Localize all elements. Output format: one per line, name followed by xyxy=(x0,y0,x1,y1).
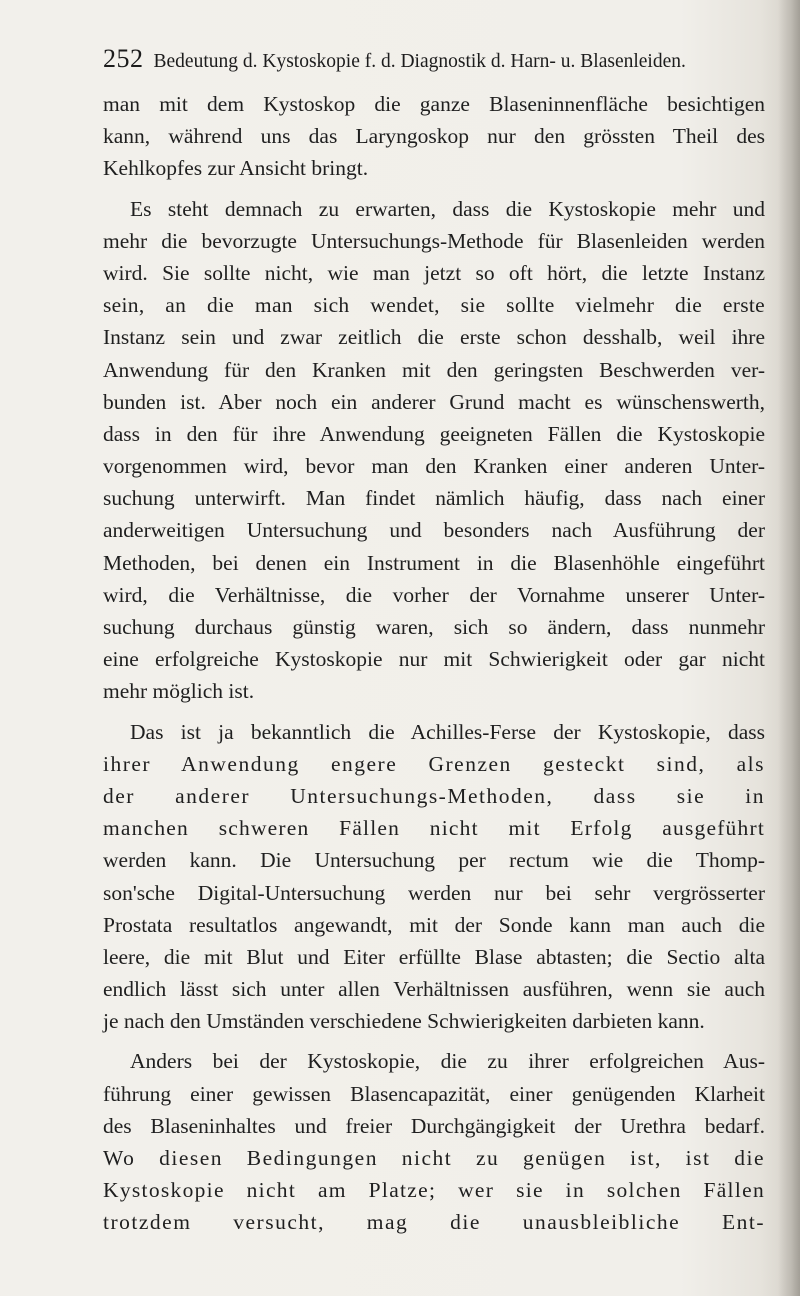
text-line: mehr möglich ist. xyxy=(103,679,255,704)
text-line: werden kann. Die Untersuchung per rectum wie die Thomp- xyxy=(103,848,765,873)
text-line: mehr die bevorzugte Untersuchungs-Methode für Blasenleiden werden xyxy=(103,228,765,253)
text-line: des Blaseninhaltes und freier Durchgängigkeit der Urethra bedarf. xyxy=(103,1113,765,1138)
body-text xyxy=(103,88,765,1239)
text-line: vorgenommen wird, bevor man den Kranken einer anderen Unter- xyxy=(103,454,765,479)
text-line: kann, während uns das Laryngoskop nur den grössten Theil des xyxy=(103,124,765,149)
text-line: suchung unterwirft. Man findet nämlich häufig, dass nach einer xyxy=(103,486,765,511)
text-line: Instanz sein und zwar zeitlich die erste schon desshalb, weil ihre xyxy=(103,325,765,350)
paragraph xyxy=(103,1045,765,1238)
running-title: Bedeutung d. Kystoskopie f. d. Diagnostik d. Harn- u. Blasenleiden. xyxy=(153,51,686,72)
text-line: Methoden, bei denen ein Instrument in die Blasenhöhle eingeführt xyxy=(103,550,765,575)
running-header xyxy=(103,44,763,84)
text-line: man mit dem Kystoskop die ganze Blaseninnenfläche besichtigen xyxy=(103,92,765,116)
text-line: dass in den für ihre Anwendung geeigneten Fällen die Kystoskopie xyxy=(103,421,765,446)
text-line: endlich lässt sich unter allen Verhältnissen ausführen, wenn sie auch xyxy=(103,977,765,1002)
text-line: Wo diesen Bedingungen nicht zu genügen ist, ist die xyxy=(103,1146,765,1170)
text-line: son'sche Digital-Untersuchung werden nur bei sehr vergrösserter xyxy=(103,880,765,905)
text-line: sein, an die man sich wendet, sie sollte vielmehr die erste xyxy=(103,293,765,318)
text-line: Anders bei der Kystoskopie, die zu ihrer erfolgreichen Aus- xyxy=(130,1049,765,1074)
text-line: Kystoskopie nicht am Platze; wer sie in solchen Fällen xyxy=(103,1178,765,1203)
page-edge-shadow xyxy=(778,0,800,1296)
text-line: eine erfolgreiche Kystoskopie nur mit Schwierigkeit oder gar nicht xyxy=(103,647,765,672)
text-line: bunden ist. Aber noch ein anderer Grund macht es wünschenswerth, xyxy=(103,389,765,414)
paragraph xyxy=(103,193,765,708)
text-line: der anderer Untersuchungs-Methoden, dass sie in xyxy=(103,783,765,808)
text-line: wird, die Verhältnisse, die vorher der Vornahme unserer Unter- xyxy=(103,582,765,607)
text-line: leere, die mit Blut und Eiter erfüllte Blase abtasten; die Sectio alta xyxy=(103,944,765,969)
text-line: Das ist ja bekanntlich die Achilles-Ferse der Kystoskopie, dass xyxy=(130,719,765,744)
text-line: je nach den Umständen verschiedene Schwierigkeiten darbieten kann. xyxy=(103,1009,705,1034)
text-line: manchen schweren Fällen nicht mit Erfolg ausgeführt xyxy=(103,816,765,841)
text-line: wird. Sie sollte nicht, wie man jetzt so oft hört, die letzte Instanz xyxy=(103,260,765,285)
text-line: führung einer gewissen Blasencapazität, einer genügenden Klarheit xyxy=(103,1081,765,1106)
text-line: Anwendung für den Kranken mit den geringsten Beschwerden ver- xyxy=(103,357,765,382)
paragraph xyxy=(103,716,765,1038)
text-line: ihrer Anwendung engere Grenzen gesteckt sind, als xyxy=(103,751,765,776)
text-line: Prostata resultatlos angewandt, mit der Sonde kann man auch die xyxy=(103,912,765,937)
page-number: 252 xyxy=(103,44,144,73)
text-line: suchung durchaus günstig waren, sich so ändern, dass nunmehr xyxy=(103,615,765,639)
text-line: trotzdem versucht, mag die unausbleibliche Ent- xyxy=(103,1210,765,1235)
paragraph xyxy=(103,88,765,185)
text-line: anderweitigen Untersuchung und besonders nach Ausführung der xyxy=(103,518,765,543)
text-line: Kehlkopfes zur Ansicht bringt. xyxy=(103,156,369,181)
text-line: Es steht demnach zu erwarten, dass die Kystoskopie mehr und xyxy=(130,196,765,221)
